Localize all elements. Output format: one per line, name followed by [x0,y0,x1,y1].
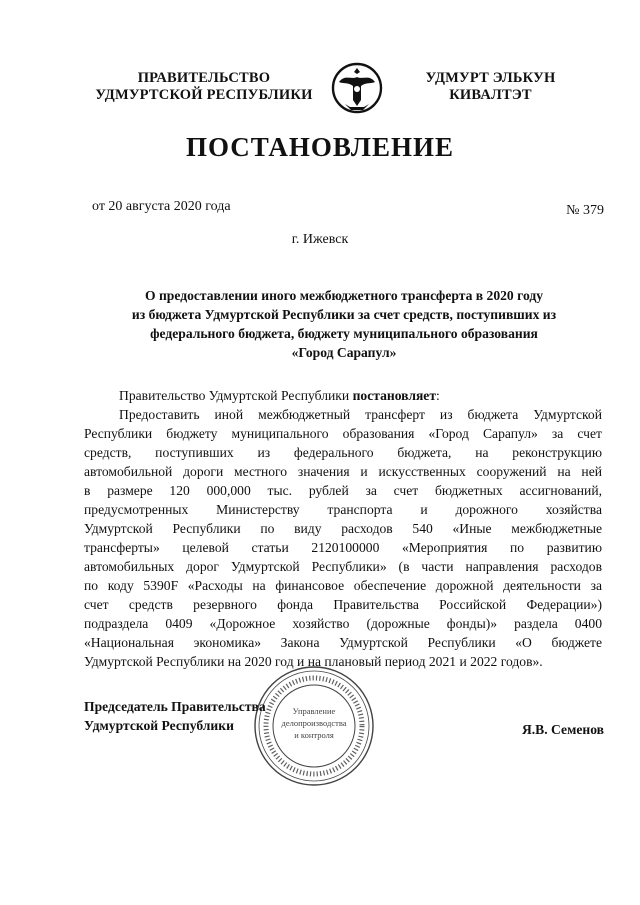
subject-line: из бюджета Удмуртской Республики за счет средств, поступивших из [131,307,557,322]
signatory-position-line-1: Председатель Правительства [84,699,266,714]
document-city: г. Ижевск [291,232,349,247]
body-line: автомобильных дорог Удмуртской Республики» (в части направления расходов [84,559,602,574]
resolution-paragraph [84,405,602,671]
intro-bold-verb: постановляет [352,388,437,403]
signatory-position-line-2: Удмуртской Республики [84,718,234,733]
signatory-position [84,697,266,735]
body-line: предусмотренных Министерству транспорта и дорожного хозяйства [84,502,602,517]
header-left-line-2: УДМУРТСКОЙ РЕСПУБЛИКИ [95,87,313,103]
subject-line: О предоставлении иного межбюджетного трансферта в 2020 году [144,288,544,303]
stamp-line-1: Управление [292,706,336,716]
header-government-ru [86,70,322,104]
body-line: в размере 120 000,000 тыс. рублей за счет бюджетных ассигнований, [84,483,602,498]
body-line: трансферты» целевой статьи 2120100000 «Мероприятия по развитию [84,540,602,555]
body-line: «Национальная экономика» Закона Удмуртской Республики «О бюджете [84,635,602,650]
header-right-line-2: КИВАЛТЭТ [449,87,532,103]
resolution-intro [84,386,602,405]
document-title: ПОСТАНОВЛЕНИЕ [185,132,455,162]
body-line: Предоставить иной межбюджетный трансферт из бюджета Удмуртской [119,407,602,422]
document-subject [96,286,592,362]
stamp-line-2: делопроизводства [281,718,347,728]
subject-line: федерального бюджета, бюджету муниципального образования [150,326,538,341]
document-body [84,386,602,671]
header-left-line-1: ПРАВИТЕЛЬСТВО [137,70,271,86]
header-government-udm [418,70,563,104]
intro-tail: : [436,388,440,403]
document-date: от 20 августа 2020 года [92,199,231,214]
stamp-line-3: и контроля [294,730,334,740]
body-line: автомобильной дороги местного значения и искусственных сооружений на ней [84,464,602,479]
signatory-name: Я.В. Семенов [521,722,604,737]
official-seal-stamp [252,664,376,788]
subject-line: «Город Сарапул» [291,345,397,360]
body-line: Республики бюджету муниципального образования «Город Сарапул» за счет [84,426,602,441]
body-line: счет средств резервного фонда Правительства Российской Федерации») [84,597,602,612]
udmurt-coat-of-arms-icon [331,60,383,118]
body-line: по коду 5390F «Расходы на финансовое обеспечение дорожной деятельности за [84,578,602,593]
body-line: подраздела 0409 «Дорожное хозяйство (дорожные фонды)» раздела 0400 [84,616,602,631]
header-right-line-1: УДМУРТ ЭЛЬКУН [425,70,556,86]
body-line: Удмуртской Республики на 2020 год и на плановый период 2021 и 2022 годов». [84,654,543,669]
body-line: средств, поступивших из федерального бюджета, на реконструкцию [84,445,602,460]
document-number: № 379 [566,203,604,218]
intro-text: Правительство Удмуртской Республики [119,388,353,403]
body-line: Удмуртской Республики по виду расходов 540 «Иные межбюджетные [84,521,602,536]
